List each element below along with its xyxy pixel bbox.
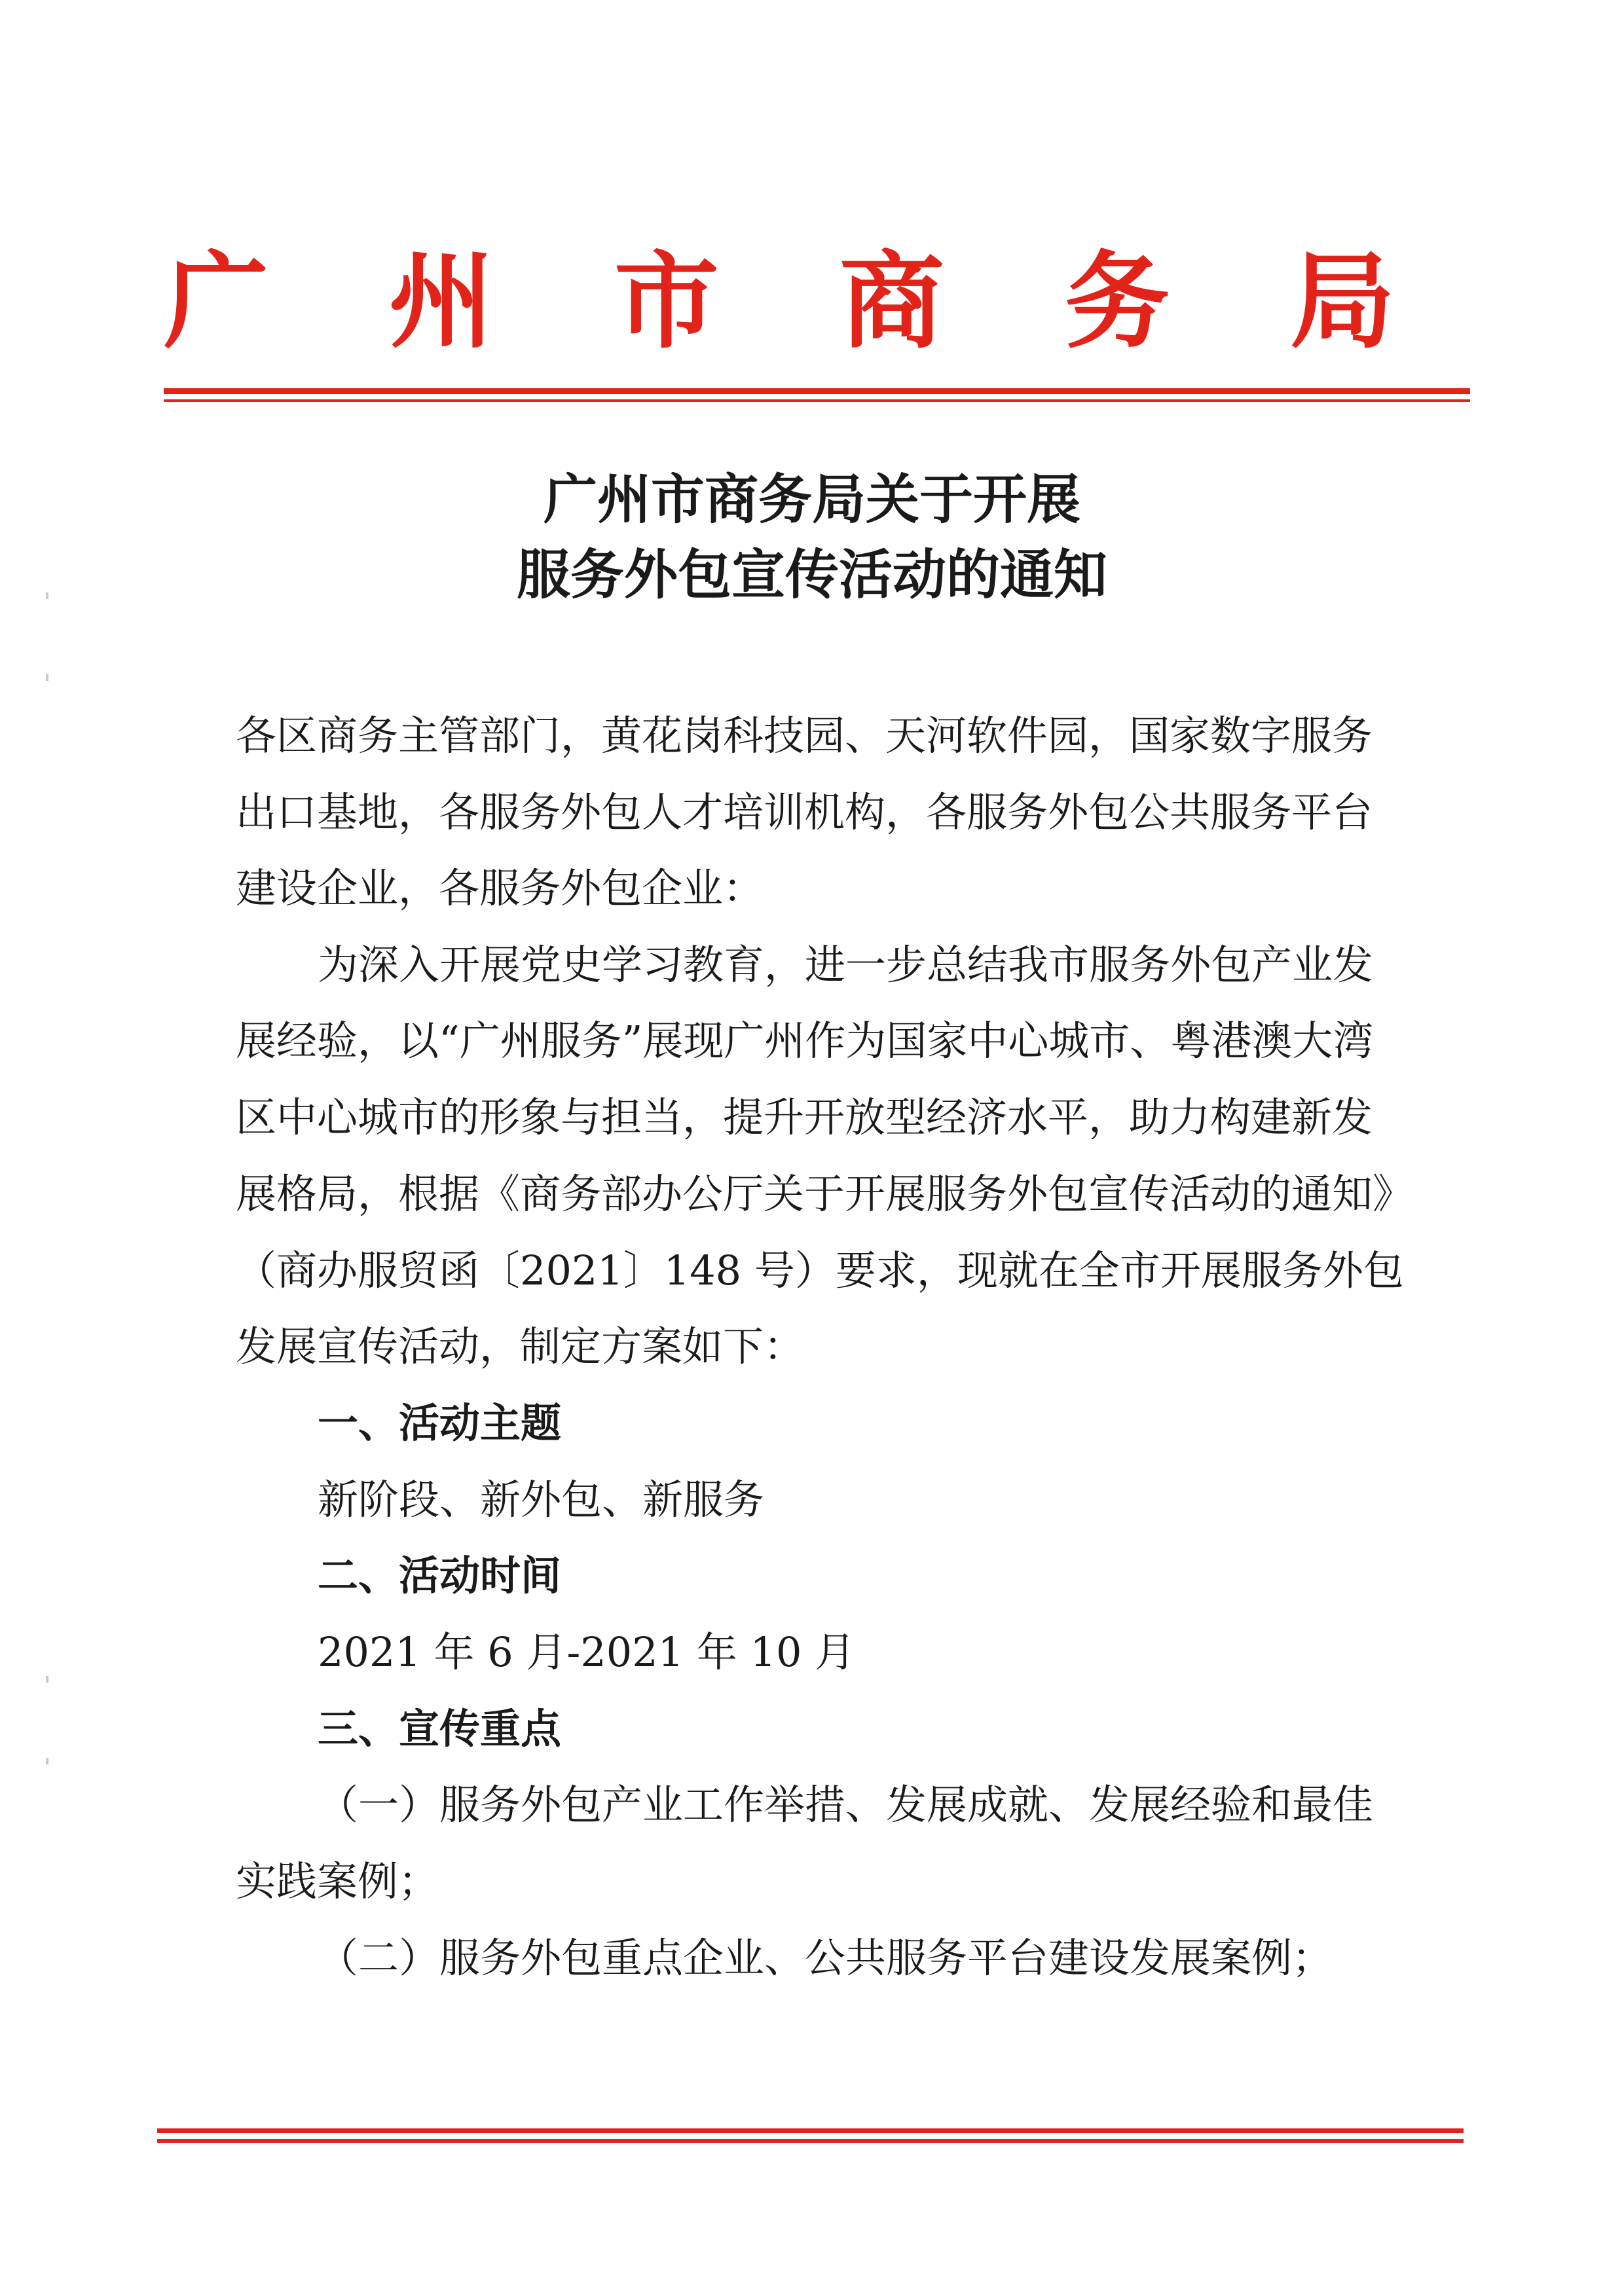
addressee-line: 出口基地，各服务外包人才培训机构，各服务外包公共服务平台: [236, 788, 1373, 836]
letterhead-char: 市: [614, 240, 719, 363]
document-title-line-2: 服务外包宣传活动的通知: [516, 544, 1107, 606]
section-heading: 一、活动主题: [318, 1399, 562, 1447]
list-item-line: （一）服务外包产业工作举措、发展成就、发展经验和最佳: [318, 1781, 1374, 1829]
letterhead-rule-thin: [164, 399, 1470, 402]
scan-speck: [46, 1676, 48, 1683]
scan-speck: [46, 1758, 48, 1764]
document-title-line-1: 广州市商务局关于开展: [543, 469, 1080, 531]
body-paragraph-line: 为深入开展党史学习教育，进一步总结我市服务外包产业发: [318, 941, 1374, 989]
section-text: 新阶段、新外包、新服务: [318, 1476, 765, 1523]
footer-rule-thick: [157, 2128, 1464, 2133]
letterhead-char: 局: [1289, 240, 1395, 363]
body-paragraph-line: 区中心城市的形象与担当，提升开放型经济水平，助力构建新发: [236, 1093, 1373, 1141]
addressee-line: 建设企业，各服务外包企业：: [236, 864, 764, 912]
body-paragraph-line: （商办服贸函〔2021〕148 号）要求，现就在全市开展服务外包: [236, 1247, 1404, 1294]
section-heading: 三、宣传重点: [318, 1705, 562, 1753]
scan-speck: [46, 674, 48, 681]
list-item-line: （二）服务外包重点企业、公共服务平台建设发展案例；: [318, 1934, 1333, 1982]
letterhead-char: 州: [388, 240, 494, 363]
letterhead-org-name: [164, 236, 1395, 367]
letterhead-rule-thick: [164, 388, 1470, 394]
list-item-line: 实践案例；: [236, 1857, 439, 1905]
section-heading: 二、活动时间: [318, 1552, 562, 1599]
letterhead-char: 广: [164, 240, 269, 363]
scan-speck: [46, 592, 48, 599]
footer-rule-thin: [157, 2139, 1464, 2143]
letterhead-char: 商: [839, 240, 944, 363]
section-text: 2021 年 6 月-2021 年 10 月: [318, 1628, 856, 1676]
letterhead-char: 务: [1064, 240, 1170, 363]
body-paragraph-line: 展格局，根据《商务部办公厅关于开展服务外包宣传活动的通知》: [236, 1170, 1414, 1218]
body-paragraph-line: 展经验，以“广州服务”展现广州作为国家中心城市、粤港澳大湾: [236, 1017, 1374, 1065]
body-paragraph-line: 发展宣传活动，制定方案如下：: [236, 1322, 805, 1370]
addressee-line: 各区商务主管部门，黄花岗科技园、天河软件园，国家数字服务: [236, 712, 1373, 759]
